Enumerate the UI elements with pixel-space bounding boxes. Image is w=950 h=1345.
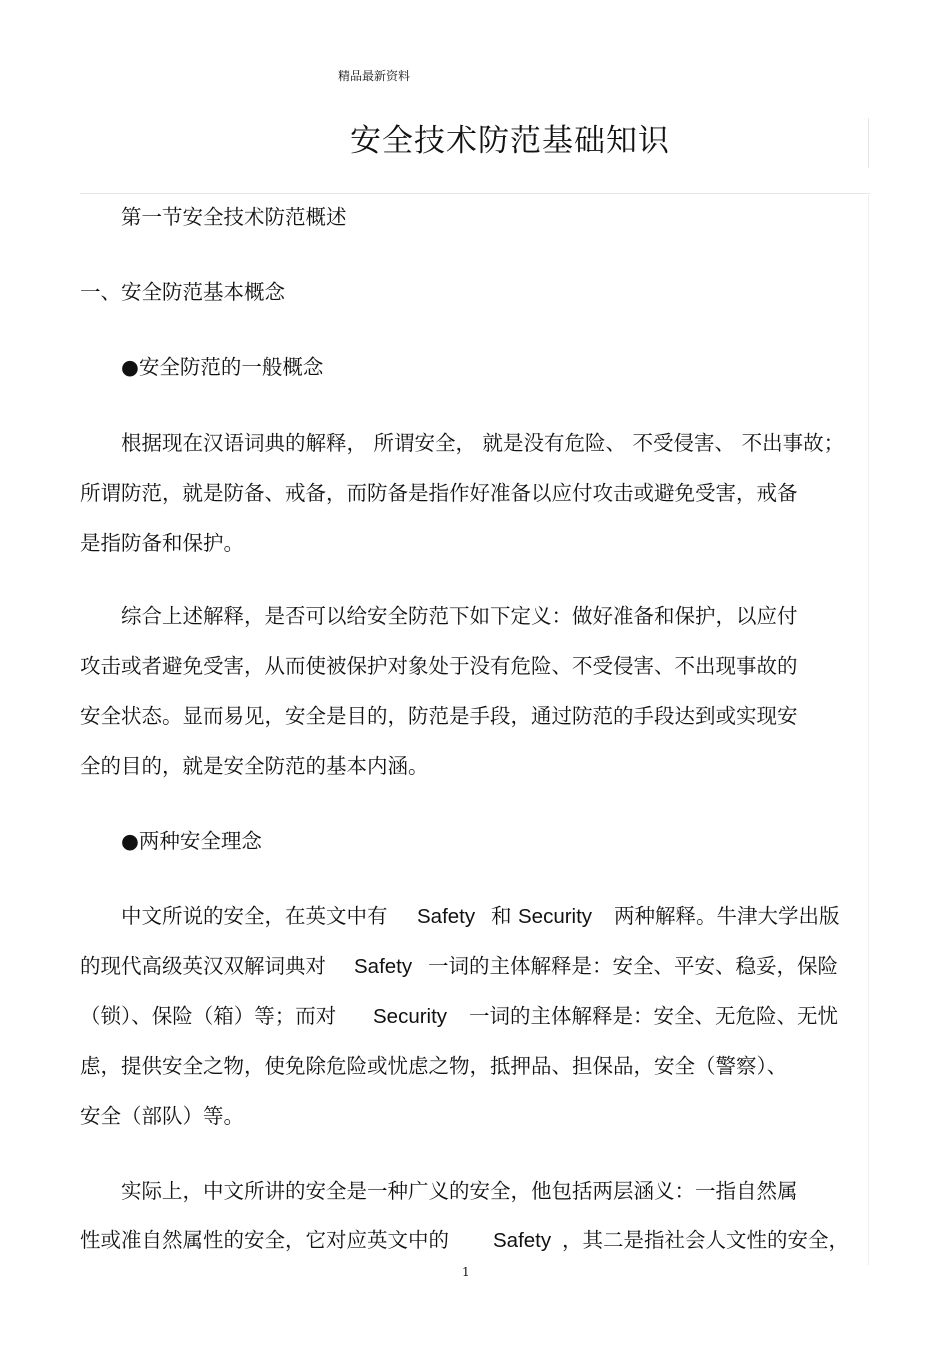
- text-segment: 一词的主体解释是：安全、平安、稳妥，保险: [428, 954, 838, 978]
- paragraph-2-line-3: 安全状态。显而易见，安全是目的，防范是手段，通过防范的手段达到或实现安: [80, 704, 798, 728]
- section-heading: 第一节安全技术防范概述: [121, 205, 347, 229]
- title-divider: [80, 193, 870, 194]
- english-term-safety: Safety: [493, 1229, 552, 1252]
- paragraph-2-line-4: 全的目的，就是安全防范的基本内涵。: [80, 754, 429, 778]
- paragraph-1-line-1: 根据现在汉语词典的解释， 所谓安全， 就是没有危险、 不受侵害、 不出事故；: [121, 431, 845, 455]
- page-number: 1: [462, 1265, 470, 1279]
- bullet-heading-general-concept: ●安全防范的一般概念: [121, 355, 324, 379]
- text-segment: ，其二是指社会人文性的安全，: [562, 1228, 849, 1252]
- text-segment: 中文所说的安全，在英文中有: [121, 904, 388, 928]
- english-term-security: Security: [518, 905, 593, 928]
- english-term-safety: Safety: [354, 955, 413, 978]
- paragraph-1-line-2: 所谓防范，就是防备、戒备，而防备是指作好准备以应付攻击或避免受害，戒备: [80, 481, 798, 505]
- bullet-heading-two-concepts: ●两种安全理念: [121, 829, 262, 853]
- paragraph-1-line-3: 是指防备和保护。: [80, 531, 244, 555]
- paragraph-3-line-5: 安全（部队）等。: [80, 1104, 244, 1128]
- english-term-safety: Safety: [417, 905, 476, 928]
- page-header: 精品最新资料: [338, 69, 411, 83]
- paragraph-2-line-2: 攻击或者避免受害，从而使被保护对象处于没有危险、不受侵害、不出现事故的: [80, 654, 798, 678]
- text-segment: （锁）、保险（箱）等；而对: [80, 1004, 337, 1028]
- text-segment: 和: [491, 904, 512, 928]
- page-title: 安全技术防范基础知识: [350, 123, 670, 159]
- text-segment: 性或准自然属性的安全，它对应英文中的: [80, 1228, 449, 1252]
- text-segment: 一词的主体解释是：安全、无危险、无忧: [469, 1004, 838, 1028]
- text-segment: 两种解释。牛津大学出版: [614, 904, 840, 928]
- paragraph-4-line-1: 实际上，中文所讲的安全是一种广义的安全，他包括两层涵义：一指自然属: [121, 1179, 798, 1203]
- text-segment: 的现代高级英汉双解词典对: [80, 954, 326, 978]
- paragraph-3-line-4: 虑，提供安全之物，使免除危险或忧虑之物，抵押品、担保品，安全（警察）、: [80, 1054, 788, 1078]
- title-vertical-rule: [868, 118, 869, 168]
- subsection-heading: 一、安全防范基本概念: [80, 280, 285, 304]
- page-border-rule: [868, 195, 869, 1265]
- paragraph-2-line-1: 综合上述解释，是否可以给安全防范下如下定义：做好准备和保护，以应付: [121, 604, 798, 628]
- english-term-security: Security: [373, 1005, 448, 1028]
